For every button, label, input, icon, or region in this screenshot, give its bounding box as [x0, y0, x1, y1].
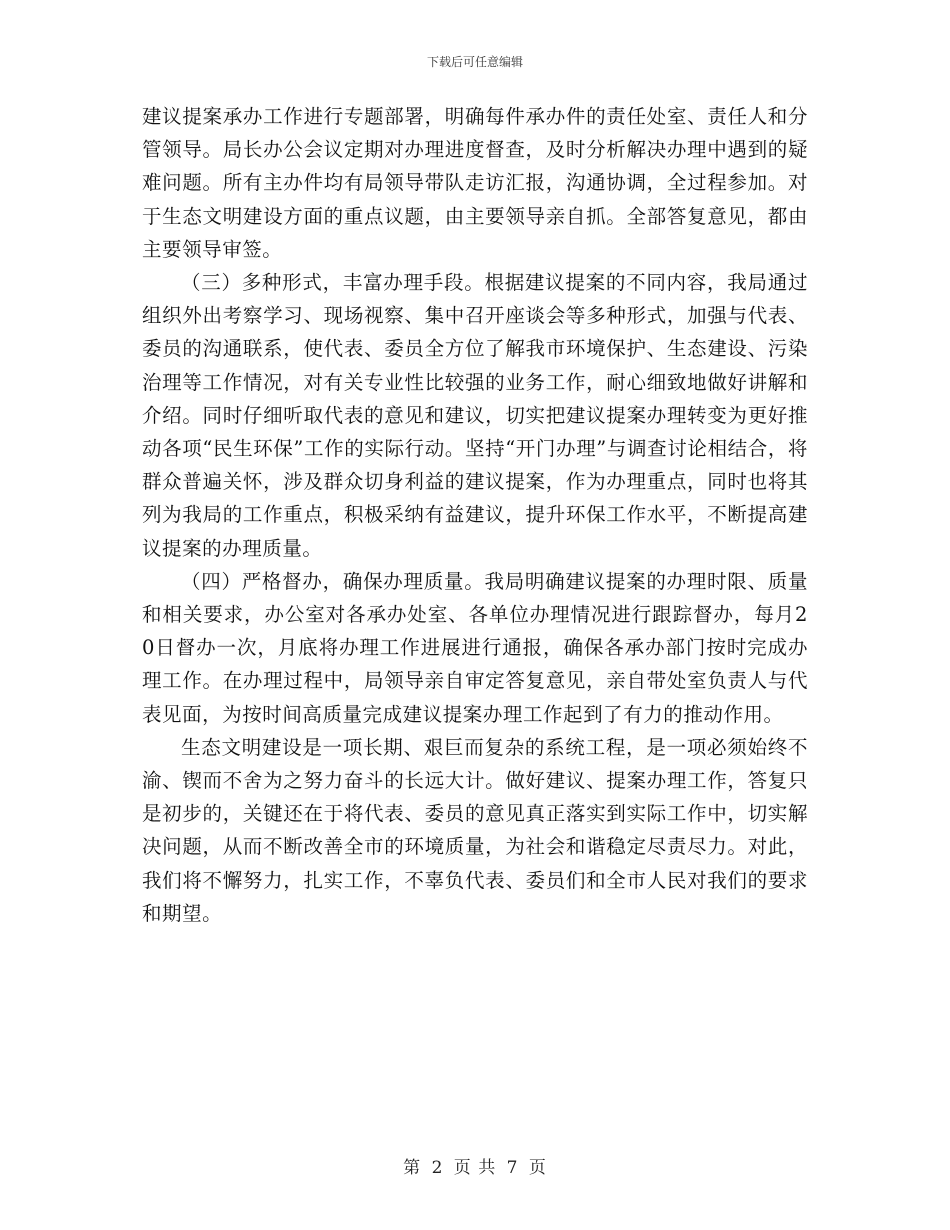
- document-body: [142, 100, 808, 930]
- download-note: 下载后可任意编辑: [426, 55, 523, 69]
- total-pages-number: 7: [506, 1158, 519, 1178]
- page-number-middle: 页 共: [453, 1158, 497, 1178]
- paragraph-section-four: （四）严格督办，确保办理质量。我局明确建议提案的办理时限、质量和相关要求，办公室对各承办处室、各单位办理情况进行跟踪督办，每月20日督办一次，月底将办理工作进展进行通报，确保各承办部门按时完成办理工作。在办理过程中，局领导亲自审定答复意见，亲自带处室负责人与代表见面，为按时间高质量完成建议提案办理工作起到了有力的推动作用。: [142, 569, 808, 726]
- page-number-suffix: 页: [528, 1158, 547, 1178]
- paragraph-continuation: 建议提案承办工作进行专题部署，明确每件承办件的责任处室、责任人和分管领导。局长办公会议定期对办理进度督查，及时分析解决办理中遇到的疑难问题。所有主办件均有局领导带队走访汇报，沟通协调，全过程参加。对于生态文明建设方面的重点议题，由主要领导亲自抓。全部答复意见，都由主要领导审签。: [142, 105, 808, 261]
- page-footer: [0, 1153, 950, 1178]
- page-header: [0, 53, 950, 70]
- paragraph-conclusion: 生态文明建设是一项长期、艰巨而复杂的系统工程，是一项必须始终不渝、锲而不舍为之努力奋斗的长远大计。做好建议、提案办理工作，答复只是初步的，关键还在于将代表、委员的意见真正落实到实际工作中，切实解决问题，从而不断改善全市的环境质量，为社会和谐稳定尽责尽力。对此，我们将不懈努力，扎实工作，不辜负代表、委员们和全市人民对我们的要求和期望。: [142, 735, 808, 925]
- page-number-prefix: 第: [403, 1158, 422, 1178]
- paragraph-section-three: （三）多种形式，丰富办理手段。根据建议提案的不同内容，我局通过组织外出考察学习、现场视察、集中召开座谈会等多种形式，加强与代表、委员的沟通联系，使代表、委员全方位了解我市环境保护、生态建设、污染治理等工作情况，对有关专业性比较强的业务工作，耐心细致地做好讲解和介绍。同时仔细听取代表的意见和建议，切实把建议提案办理转变为更好推动各项“民生环保”工作的实际行动。坚持“开门办理”与调查讨论相结合，将群众普遍关怀，涉及群众切身利益的建议提案，作为办理重点，同时也将其列为我局的工作重点，积极采纳有益建议，提升环保工作水平，不断提高建议提案的办理质量。: [142, 271, 808, 560]
- current-page-number: 2: [431, 1158, 444, 1178]
